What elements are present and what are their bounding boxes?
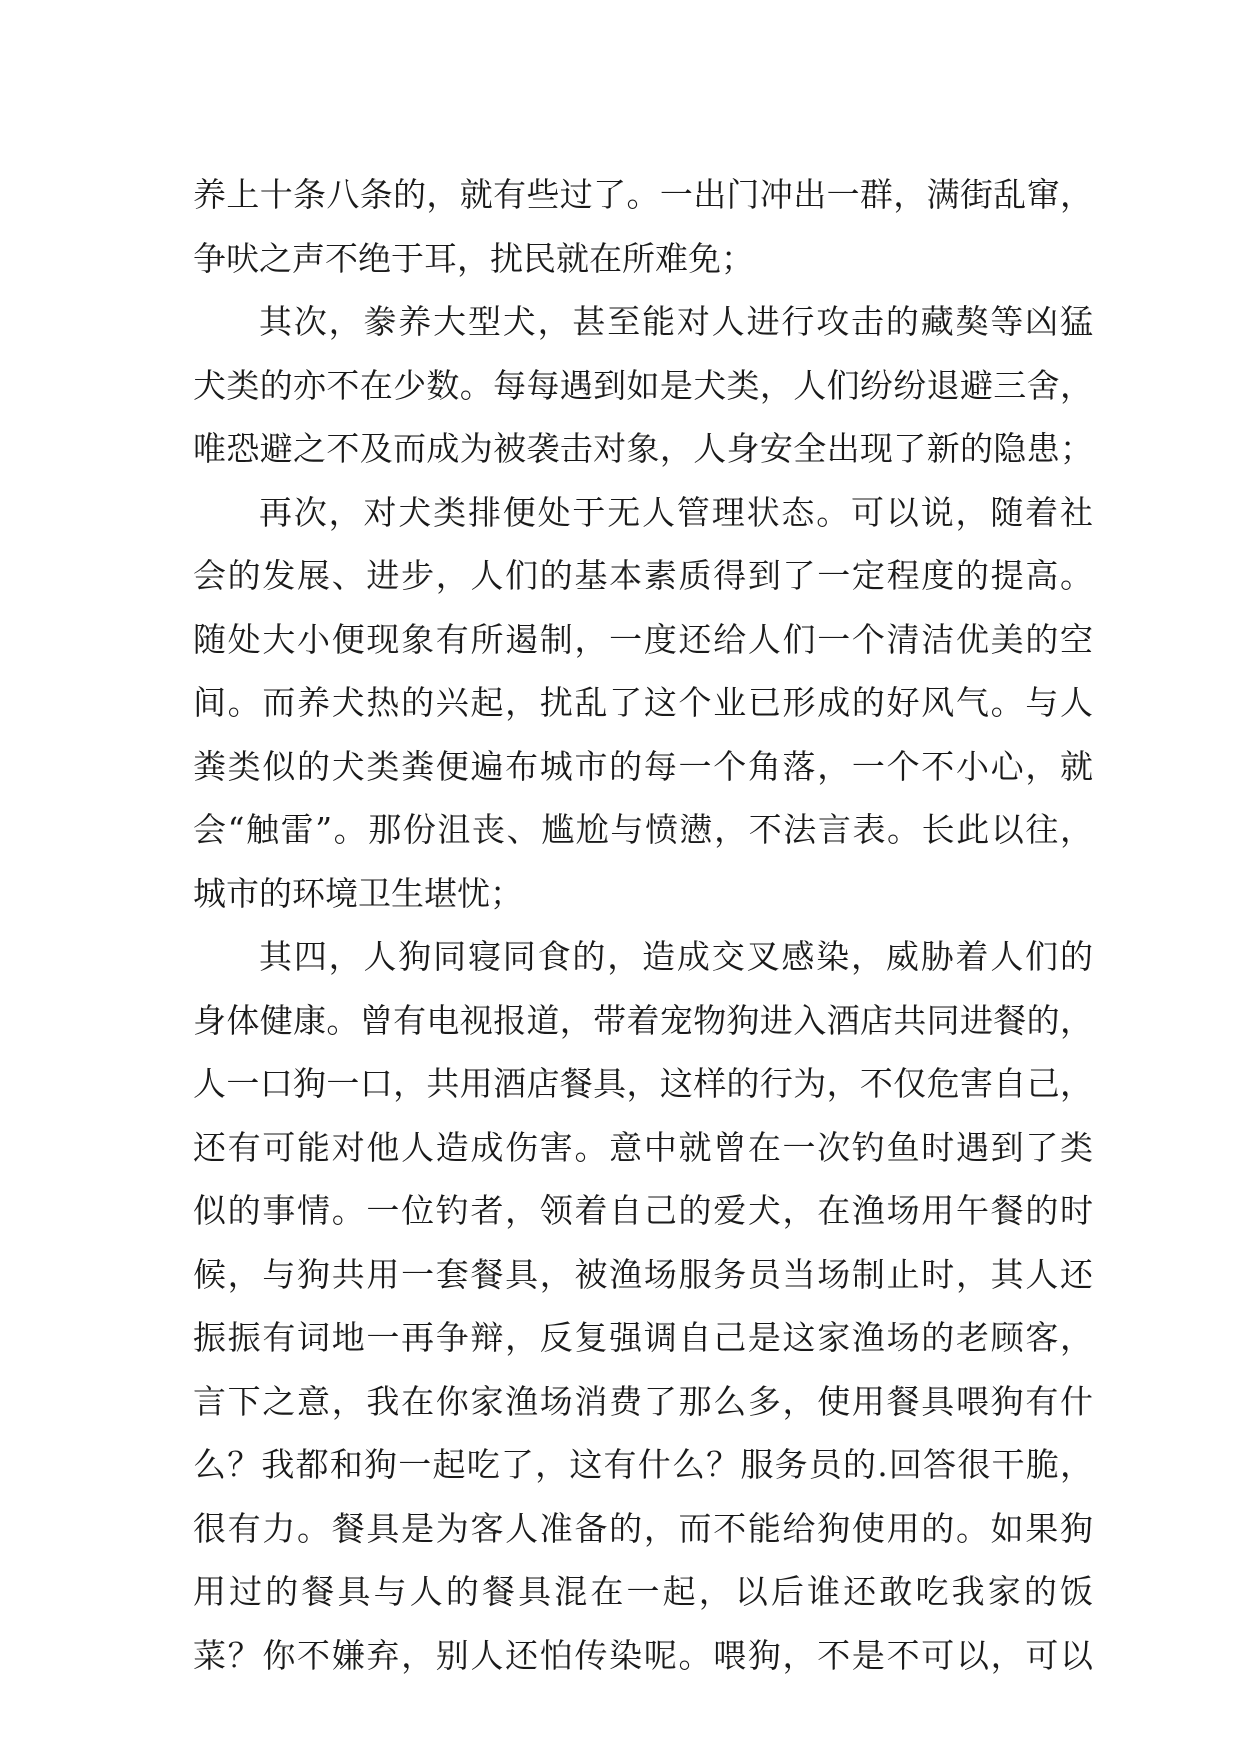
text-line: 其四，人狗同寝同食的，造成交叉感染，威胁着人们的: [259, 937, 1093, 976]
text-line: 犬类的亦不在少数。每每遇到如是犬类，人们纷纷退避三舍，: [193, 365, 1093, 405]
text-line: 菜？你不嫌弃，别人还怕传染呢。喂狗，不是不可以，可以: [193, 1635, 1093, 1675]
text-line: 么？我都和狗一起吃了，这有什么？服务员的.回答很干脆，: [193, 1445, 1093, 1484]
text-line: 会的发展、进步，人们的基本素质得到了一定程度的提高。: [193, 556, 1093, 595]
text-line: 用过的餐具与人的餐具混在一起，以后谁还敢吃我家的饭: [193, 1572, 1093, 1611]
text-line: 很有力。餐具是为客人准备的，而不能给狗使用的。如果狗: [193, 1508, 1093, 1548]
body-text: [193, 163, 1093, 1687]
text-line: 人一口狗一口，共用酒店餐具，这样的行为，不仅危害自己，: [193, 1064, 1093, 1103]
text-line: 唯恐避之不及而成为被袭击对象，人身安全出现了新的隐患；: [193, 429, 1093, 468]
text-line: 粪类似的犬类粪便遍布城市的每一个角落，一个不小心，就: [193, 746, 1093, 786]
text-line: 似的事情。一位钓者，领着自己的爱犬，在渔场用午餐的时: [193, 1191, 1093, 1230]
text-line: 会“触雷”。那份沮丧、尴尬与愤懑，不法言表。长此以往，: [193, 810, 1093, 849]
text-line: 候，与狗共用一套餐具，被渔场服务员当场制止时，其人还: [193, 1254, 1093, 1294]
text-line: 身体健康。曾有电视报道，带着宠物狗进入酒店共同进餐的，: [193, 1000, 1093, 1040]
text-line: 振振有词地一再争辩，反复强调自己是这家渔场的老顾客，: [193, 1318, 1093, 1357]
text-line: 再次，对犬类排便处于无人管理状态。可以说，随着社: [259, 492, 1093, 532]
text-line: 间。而养犬热的兴起，扰乱了这个业已形成的好风气。与人: [193, 683, 1093, 722]
text-line: 养上十条八条的，就有些过了。一出门冲出一群，满街乱窜，: [193, 175, 1093, 214]
text-line: 城市的环境卫生堪忧；: [193, 873, 523, 913]
text-line: 争吠之声不绝于耳，扰民就在所难免；: [193, 238, 754, 278]
text-line: 还有可能对他人造成伤害。意中就曾在一次钓鱼时遇到了类: [193, 1127, 1093, 1167]
text-line: 其次，豢养大型犬，甚至能对人进行攻击的藏獒等凶猛: [259, 302, 1093, 341]
text-line: 随处大小便现象有所遏制，一度还给人们一个清洁优美的空: [193, 619, 1093, 659]
text-line: 言下之意，我在你家渔场消费了那么多，使用餐具喂狗有什: [193, 1381, 1093, 1421]
